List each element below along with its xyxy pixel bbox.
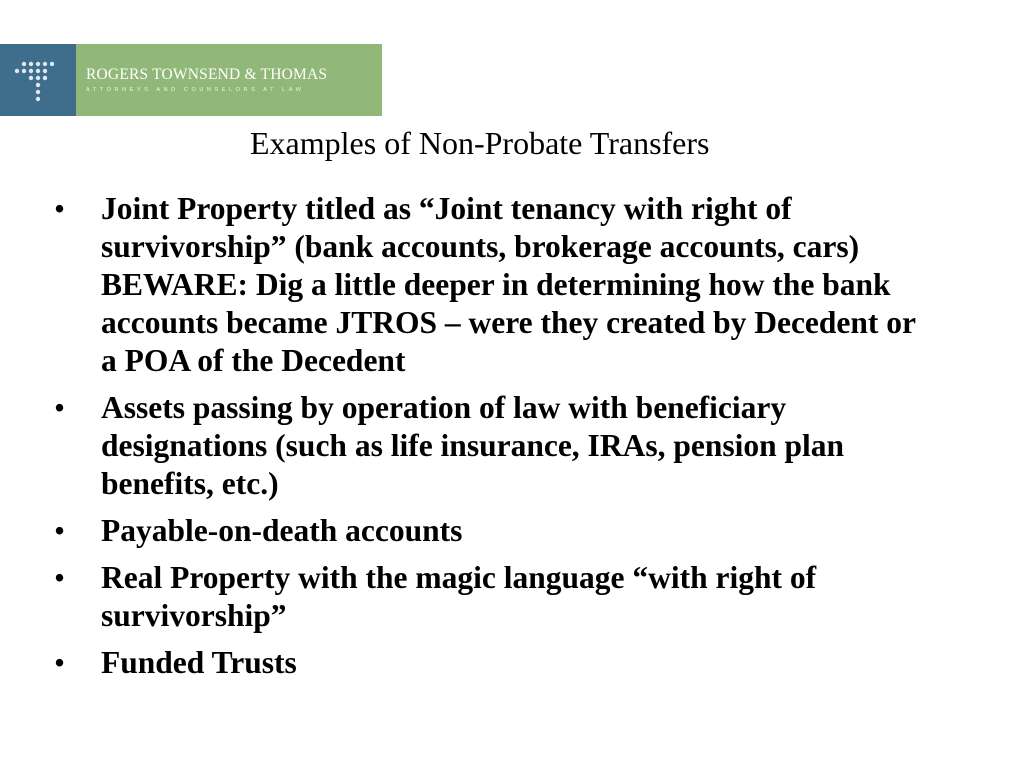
- dot-grid-icon: [0, 44, 76, 116]
- bullet-icon: •: [54, 191, 66, 226]
- bullet-item: [54, 559, 934, 635]
- firm-logo: [0, 44, 382, 116]
- bullet-icon: •: [54, 513, 66, 548]
- logo-text-block: [76, 44, 382, 116]
- firm-name: ROGERS TOWNSEND & THOMAS: [86, 66, 328, 83]
- bullet-item: [54, 389, 934, 503]
- bullet-list: [54, 190, 934, 691]
- bullet-item: [54, 644, 934, 682]
- slide-title: Examples of Non-Probate Transfers: [250, 125, 710, 161]
- bullet-icon: •: [54, 390, 66, 425]
- bullet-text: Joint Property titled as “Joint tenancy with right of survivorship” (bank accounts, brokerage accounts, cars) BEWARE: Dig a little deeper in determining how the bank accounts became JTROS – were they created by Decedent or a POA of the Decedent: [101, 191, 916, 378]
- bullet-text: Real Property with the magic language “with right of survivorship”: [101, 560, 817, 633]
- bullet-text: Funded Trusts: [101, 645, 297, 680]
- bullet-item: [54, 512, 934, 550]
- logo-mark-icon: [0, 44, 76, 116]
- bullet-text: Payable-on-death accounts: [101, 513, 463, 548]
- bullet-icon: •: [54, 645, 66, 680]
- bullet-text: Assets passing by operation of law with beneficiary designations (such as life insurance, IRAs, pension plan benefits, etc.): [101, 390, 845, 501]
- bullet-item: [54, 190, 934, 380]
- bullet-icon: •: [54, 560, 66, 595]
- firm-tagline: ATTORNEYS AND COUNSELORS AT LAW: [86, 86, 305, 93]
